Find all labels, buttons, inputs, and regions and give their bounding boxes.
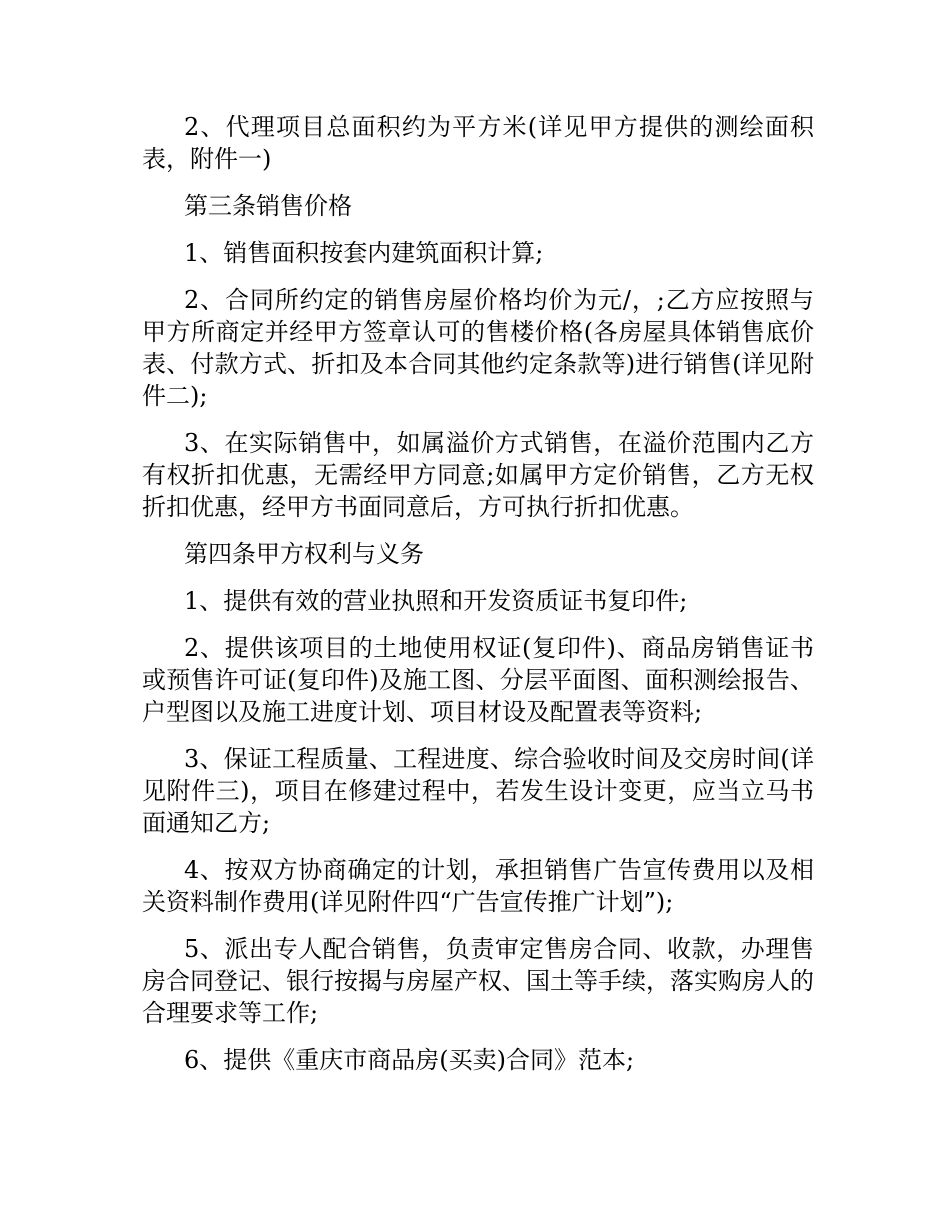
paragraph-advertising-costs: 4、按双方协商确定的计划，承担销售广告宣传费用以及相关资料制作费用(详见附件四“广告宣传推广计划”); xyxy=(142,856,814,916)
paragraph-business-license: 1、提供有效的营业执照和开发资质证书复印件; xyxy=(184,587,688,615)
paragraph-land-use-certificate: 2、提供该项目的土地使用权证(复印件)、商品房销售证书或预售许可证(复印件)及施工图、分层平面图、面积测绘报告、户型图以及施工进度计划、项目材设及配置表等资料; xyxy=(142,634,814,726)
paragraph-discount-rules: 3、在实际销售中，如属溢价方式销售，在溢价范围内乙方有权折扣优惠，无需经甲方同意;如属甲方定价销售，乙方无权折扣优惠，经甲方书面同意后，方可执行折扣优惠。 xyxy=(142,429,814,521)
document-body xyxy=(142,111,814,1091)
paragraph-sales-support: 5、派出专人配合销售，负责审定售房合同、收款，办理售房合同登记、银行按揭与房屋产权、国土等手续，落实购房人的合理要求等工作; xyxy=(142,935,814,1027)
paragraph-quality-guarantee: 3、保证工程质量、工程进度、综合验收时间及交房时间(详见附件三)，项目在修建过程中，若发生设计变更，应当立马书面通知乙方; xyxy=(142,745,814,837)
paragraph-sales-price: 2、合同所约定的销售房屋价格均价为元/，;乙方应按照与甲方所商定并经甲方签章认可的售楼价格(各房屋具体销售底价表、付款方式、折扣及本合同其他约定条款等)进行销售(详见附件二); xyxy=(142,286,814,410)
paragraph-total-area: 2、代理项目总面积约为平方米(详见甲方提供的测绘面积表，附件一) xyxy=(142,113,814,173)
paragraph-contract-template: 6、提供《重庆市商品房(买卖)合同》范本; xyxy=(184,1046,635,1074)
section-heading-article-4: 第四条甲方权利与义务 xyxy=(184,540,424,568)
section-heading-article-3: 第三条销售价格 xyxy=(184,192,352,220)
paragraph-sales-area: 1、销售面积按套内建筑面积计算; xyxy=(184,239,544,267)
